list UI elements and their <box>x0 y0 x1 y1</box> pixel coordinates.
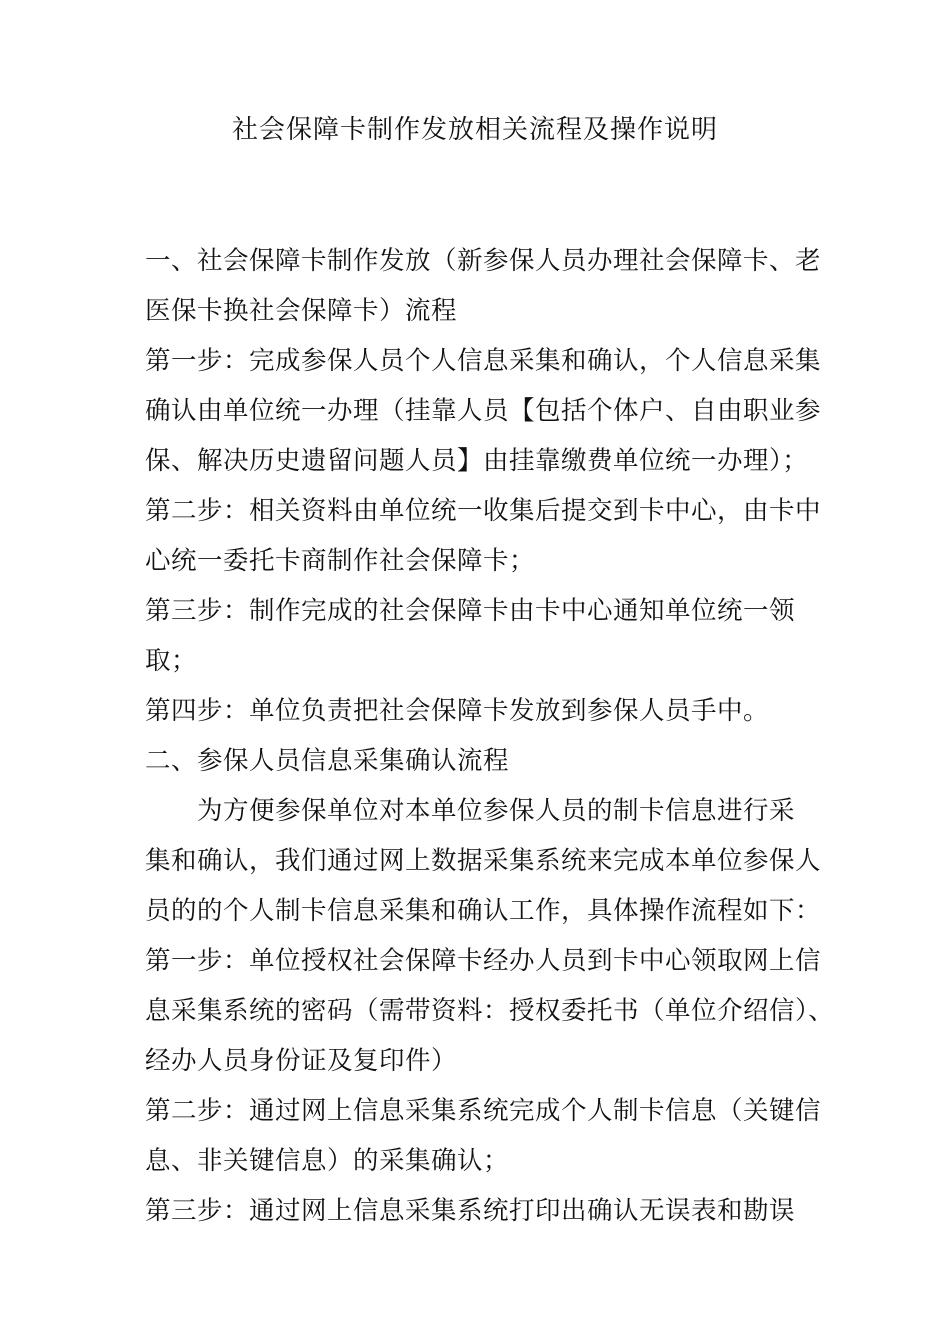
section-1-step-4: 第四步：单位负责把社会保障卡发放到参保人员手中。 <box>145 696 770 726</box>
section-2-heading: 二、参保人员信息采集确认流程 <box>145 746 510 776</box>
section-1-heading: 一、社会保障卡制作发放（新参保人员办理社会保障卡、老 <box>145 246 822 276</box>
section-2-intro: 为方便参保单位对本单位参保人员的制卡信息进行采 <box>197 796 796 826</box>
section-2-step-3: 第三步：通过网上信息采集系统打印出确认无误表和勘误 <box>145 1196 796 1226</box>
section-2-intro-cont: 集和确认，我们通过网上数据采集系统来完成本单位参保人 <box>145 846 822 876</box>
document-title: 社会保障卡制作发放相关流程及操作说明 <box>231 115 718 145</box>
section-1-step-3: 第三步：制作完成的社会保障卡由卡中心通知单位统一领 <box>145 596 796 626</box>
section-2-step-1: 第一步：单位授权社会保障卡经办人员到卡中心领取网上信 <box>145 946 822 976</box>
section-1-heading-cont: 医保卡换社会保障卡）流程 <box>145 296 458 326</box>
section-2-step-1-cont: 息采集系统的密码（需带资料：授权委托书（单位介绍信）、 <box>145 996 835 1026</box>
section-1-step-1-cont: 确认由单位统一办理（挂靠人员【包括个体户、自由职业参 <box>145 396 822 426</box>
document-body <box>145 236 835 1236</box>
section-1-step-1: 第一步：完成参保人员个人信息采集和确认，个人信息采集 <box>145 346 822 376</box>
section-2-step-2-cont: 息、非关键信息）的采集确认； <box>145 1146 510 1176</box>
section-2-step-2: 第二步：通过网上信息采集系统完成个人制卡信息（关键信 <box>145 1096 822 1126</box>
section-1-step-2: 第二步：相关资料由单位统一收集后提交到卡中心，由卡中 <box>145 496 822 526</box>
section-2-step-1-cont: 经办人员身份证及复印件） <box>145 1046 458 1076</box>
section-1-step-2-cont: 心统一委托卡商制作社会保障卡； <box>145 546 536 576</box>
section-1-step-3-cont: 取； <box>145 646 198 676</box>
section-1-step-1-cont: 保、解决历史遗留问题人员】由挂靠缴费单位统一办理）； <box>145 446 809 476</box>
section-2-intro-cont: 员的的个人制卡信息采集和确认工作，具体操作流程如下： <box>145 896 822 926</box>
